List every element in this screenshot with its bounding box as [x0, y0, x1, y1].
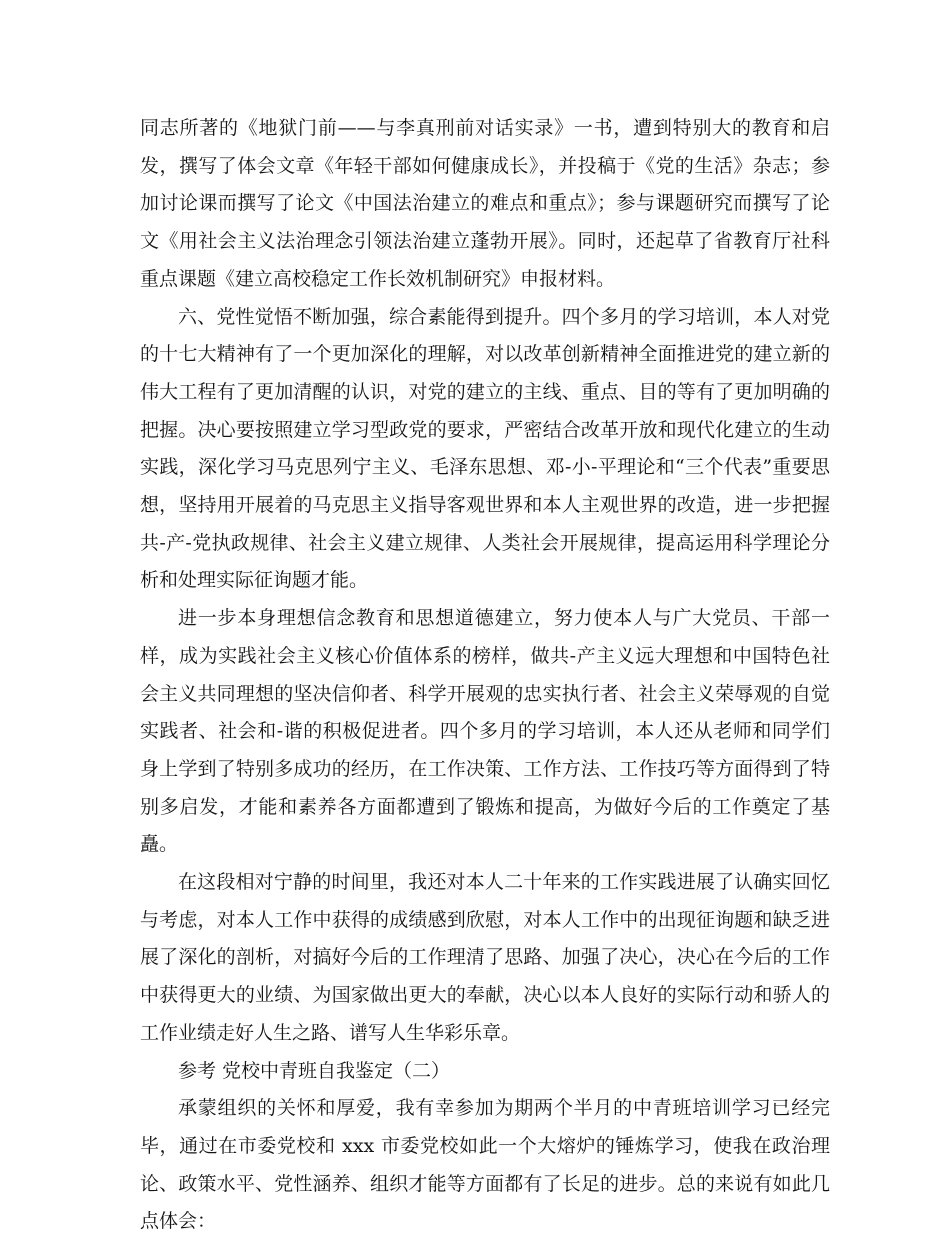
paragraph-work-review: 在这段相对宁静的时间里，我还对本人二十年来的工作实践进展了认确实回忆与考虑，对本人工作中获得的成绩感到欣慰，对本人工作中的出现征询题和缺乏进展了深化的剖析，对搞好今后的工作理清了思路、加强了决心，决心在今后的工作中获得更大的业绩、为国家做出更大的奉献，决心以本人良好的实际行动和骄人的工作业绩走好人生之路、谱写人生华彩乐章。: [140, 871, 830, 1044]
paragraph-party-awareness: 六、党性觉悟不断加强，综合素能得到提升。四个多月的学习培训，本人对党的十七大精神有了一个更加深化的理解，对以改革创新精神全面推进党的建立新的伟大工程有了更加清醒的认识，对党的建立的主线、重点、目的等有了更加明确的把握。决心要按照建立学习型政党的要求，严密结合改革开放和现代化建立的生动实践，深化学习马克思列宁主义、毛泽东思想、邓-小-平理论和“三个代表”重要思想，坚持用开展着的马克思主义指导客观世界和本人主观世界的改造，进一步把握共-产-党执政规律、社会主义建立规律、人类社会开展规律，提高运用科学理论分析和处理实际征询题才能。: [140, 305, 830, 592]
paragraph-book-reflection: 同志所著的《地狱门前——与李真刑前对话实录》一书，遭到特别大的教育和启发，撰写了体会文章《年轻干部如何健康成长》，并投稿于《党的生活》杂志；参加讨论课而撰写了论文《中国法治建立的难点和重点》；参与课题研究而撰写了论文《用社会主义法治理念引领法治建立蓬勃开展》。同时，还起草了省教育厅社科重点课题《建立高校稳定工作长效机制研究》申报材料。: [140, 117, 830, 290]
section-heading: 参考 党校中青班自我鉴定（二）: [178, 1059, 451, 1082]
paragraph-ideals-education: 进一步本身理想信念教育和思想道德建立，努力使本人与广大党员、干部一样，成为实践社会主义核心价值体系的榜样，做共-产主义远大理想和中国特色社会主义共同理想的坚决信仰者、科学开展观的忠实执行者、社会主义荣辱观的自觉实践者、社会和-谐的积极促进者。四个多月的学习培训，本人还从老师和同学们身上学到了特别多成功的经历，在工作决策、工作方法、工作技巧等方面得到了特别多启发，才能和素养各方面都遭到了锻炼和提高，为做好今后的工作奠定了基矗。: [140, 607, 830, 856]
document-body: [140, 110, 830, 1241]
paragraph-training-intro: 承蒙组织的关怀和厚爱，我有幸参加为期两个半月的中青班培训学习已经完毕，通过在市委党校和 xxx 市委党校如此一个大熔炉的锤炼学习，使我在政治理论、政策水平、党性涵养、组织才能等方面都有了长足的进步。总的来说有如此几点体会：: [140, 1097, 830, 1233]
